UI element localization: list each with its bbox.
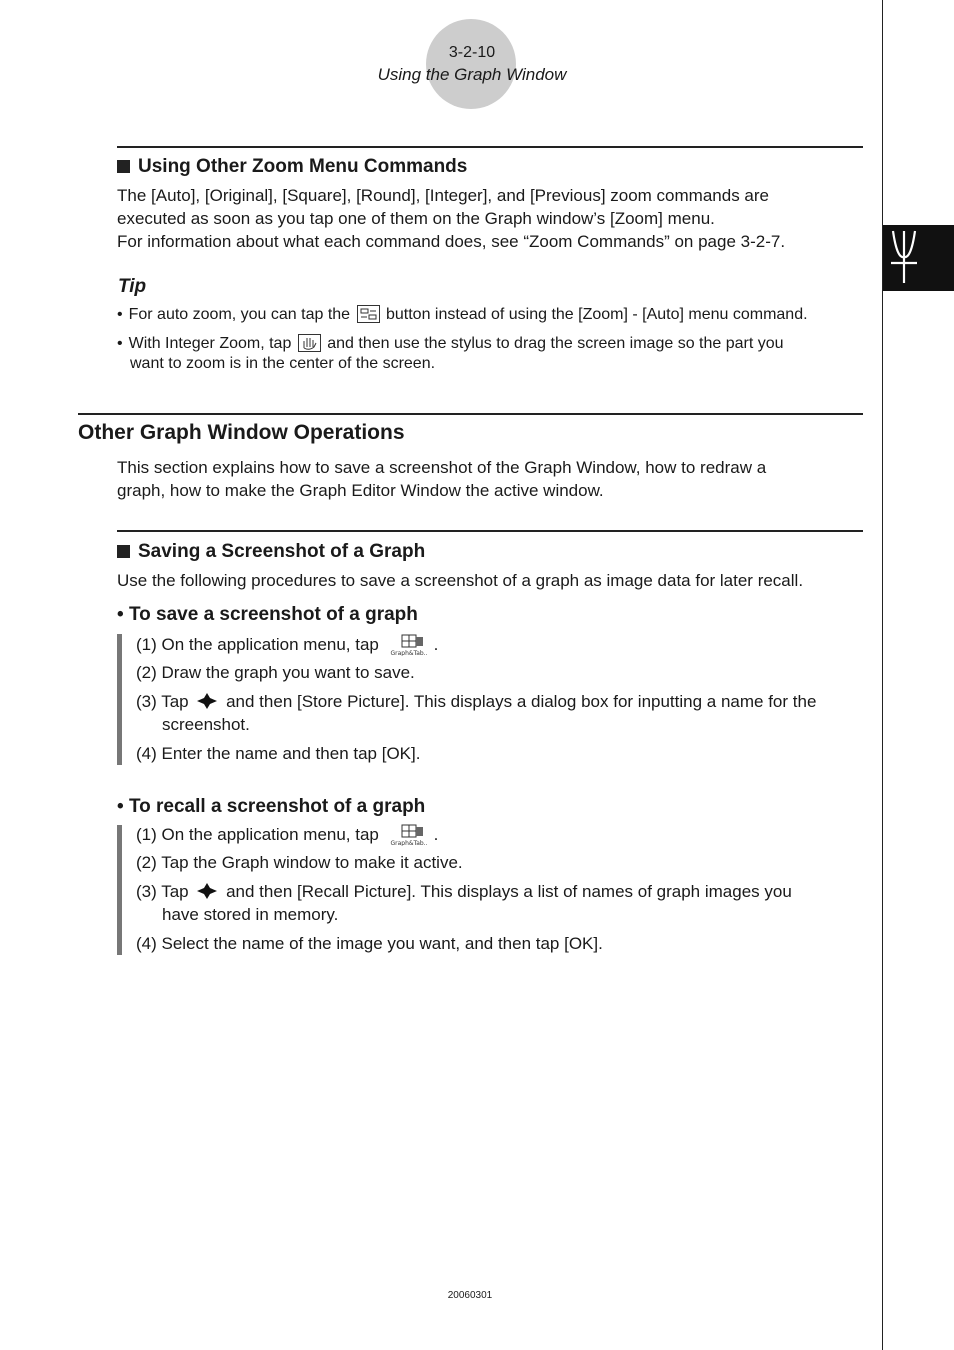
step-item: (3) Tap and then [Store Picture]. This displays a dialog box for inputting a name for the (136, 692, 817, 711)
section-rule (117, 146, 863, 148)
zoom-para-line: The [Auto], [Original], [Square], [Round], [Integer], and [Previous] zoom commands are (117, 186, 769, 205)
steps-bar (117, 825, 122, 955)
graph-chapter-icon (883, 225, 954, 291)
graph-table-app-icon (388, 824, 430, 846)
step-item-continuation: screenshot. (162, 715, 250, 734)
zoom-para-line: For information about what each command does, see “Zoom Commands” on page 3-2-7. (117, 232, 786, 251)
tip-title: Tip (118, 276, 147, 297)
step-item: (3) Tap and then [Recall Picture]. This displays a list of names of graph images you (136, 882, 792, 901)
operations-intro-line: graph, how to make the Graph Editor Window the active window. (117, 481, 604, 500)
chapter-tab (883, 225, 954, 291)
menu-diamond-icon (197, 693, 217, 709)
square-bullet-icon (117, 545, 130, 558)
steps-bar (117, 634, 122, 765)
tip-item: • With Integer Zoom, tap and then use the stylus to drag the screen image so the part you (117, 335, 784, 352)
right-margin-rule (882, 0, 883, 1350)
auto-zoom-icon (357, 305, 380, 323)
recall-procedure-heading: • To recall a screenshot of a graph (117, 796, 426, 817)
app-icon-label: Graph&Tab.. (390, 650, 428, 656)
menu-diamond-icon (197, 883, 217, 899)
step-item: (4) Select the name of the image you want, and then tap [OK]. (136, 934, 603, 953)
section-rule (117, 530, 863, 532)
operations-heading: Other Graph Window Operations (78, 421, 405, 444)
operations-intro-line: This section explains how to save a screenshot of the Graph Window, how to redraw a (117, 458, 767, 477)
save-procedure-heading: • To save a screenshot of a graph (117, 604, 418, 625)
step-item-continuation: have stored in memory. (162, 905, 339, 924)
screenshot-heading: Saving a Screenshot of a Graph (117, 541, 425, 563)
pan-hand-icon (298, 334, 321, 352)
step-item: (2) Tap the Graph window to make it active. (136, 853, 463, 872)
section-rule (78, 413, 863, 415)
tip-item-continuation: want to zoom is in the center of the screen. (130, 355, 436, 372)
step-item: (4) Enter the name and then tap [OK]. (136, 744, 421, 763)
screenshot-intro: Use the following procedures to save a screenshot of a graph as image data for later recall. (117, 571, 804, 590)
step-item: (1) On the application menu, tap Graph&Tab.. . (136, 635, 439, 656)
footer-code: 20060301 (447, 1290, 493, 1301)
tip-item: • For auto zoom, you can tap the button instead of using the [Zoom] - [Auto] menu command. (117, 306, 808, 323)
square-bullet-icon (117, 160, 130, 173)
step-item: (2) Draw the graph you want to save. (136, 663, 415, 682)
header-circle (426, 19, 516, 109)
zoom-heading: Using Other Zoom Menu Commands (117, 156, 467, 178)
app-icon-label: Graph&Tab.. (390, 840, 428, 846)
graph-table-app-icon (388, 634, 430, 656)
zoom-para-line: executed as soon as you tap one of them on the Graph window’s [Zoom] menu. (117, 209, 715, 228)
step-item: (1) On the application menu, tap Graph&Tab.. . (136, 825, 439, 846)
